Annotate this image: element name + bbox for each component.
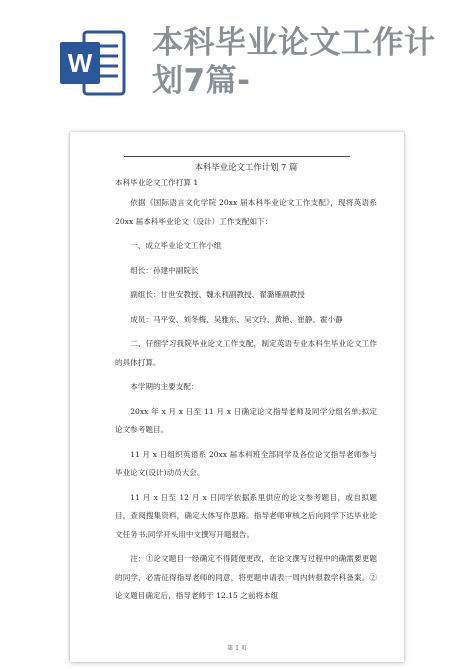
page-header <box>0 0 474 120</box>
document-subtitle: 本科毕业论文工作打算 1 <box>115 178 199 187</box>
word-icon-letter: W <box>67 48 93 78</box>
paragraph: 20xx 年 x 月 x 日至 11 月 x 日确定论文指导老师及同学分组名单;拟定论文参考题目。 <box>115 406 377 434</box>
paragraph: 副组长：甘世安教授、魏永利副教授、翟潞雁副教授 <box>130 290 305 299</box>
paragraph: 11 月 x 日至 12 月 x 日同学依据系里供应的论文参考题目，或自拟题目，查阅搜集资料，确定大体写作思路。指导老师审核之后向同学下达毕业论文任务书;同学开头用中文撰写开题报告。 <box>115 492 377 539</box>
paragraph: 二、仔细学习我院毕业论文工作支配，制定英语专业本科生毕业论文工作的具体打算。 <box>115 339 377 367</box>
document-title: 本科毕业论文工作计划 7 篇 <box>194 162 298 172</box>
paragraph: 一、成立毕业论文工作小组 <box>130 241 222 250</box>
page-number: 第 1 页 <box>227 645 247 652</box>
paragraph: 组长：孙建中副院长 <box>130 265 199 275</box>
word-document-icon <box>60 28 126 98</box>
paragraph: 本学期的主要支配： <box>130 382 199 391</box>
paragraph: 依据《国际语言文化学院 20xx 届本科毕业论文工作支配》，现将英语系 20xx 届本科毕业论文（设计）工作支配如下： <box>115 198 377 226</box>
header-rule <box>124 156 350 157</box>
paragraph: 注：①论文题目一经确定不得随便更改，在论文撰写过程中的确需要更题的同学，必需征得指导老师的同意，将更题申请表一周内转报教学科备案。②论文题目确定后，指导老师于 12.15 之前将本组 <box>115 554 377 600</box>
document-body <box>115 162 377 612</box>
page-title: 本科毕业论文工作计划7篇- <box>152 25 436 99</box>
paragraph: 成员：马平安、刘冬梅、吴雅东、吴文玲、黄艳、崔静、霍小静 <box>130 314 343 324</box>
document-page <box>70 132 404 662</box>
paragraph: 11 月 x 日组织英语系 20xx 届本科班全部同学及各位论文指导老师参与毕业论文(设计)动员大会。 <box>115 449 377 477</box>
